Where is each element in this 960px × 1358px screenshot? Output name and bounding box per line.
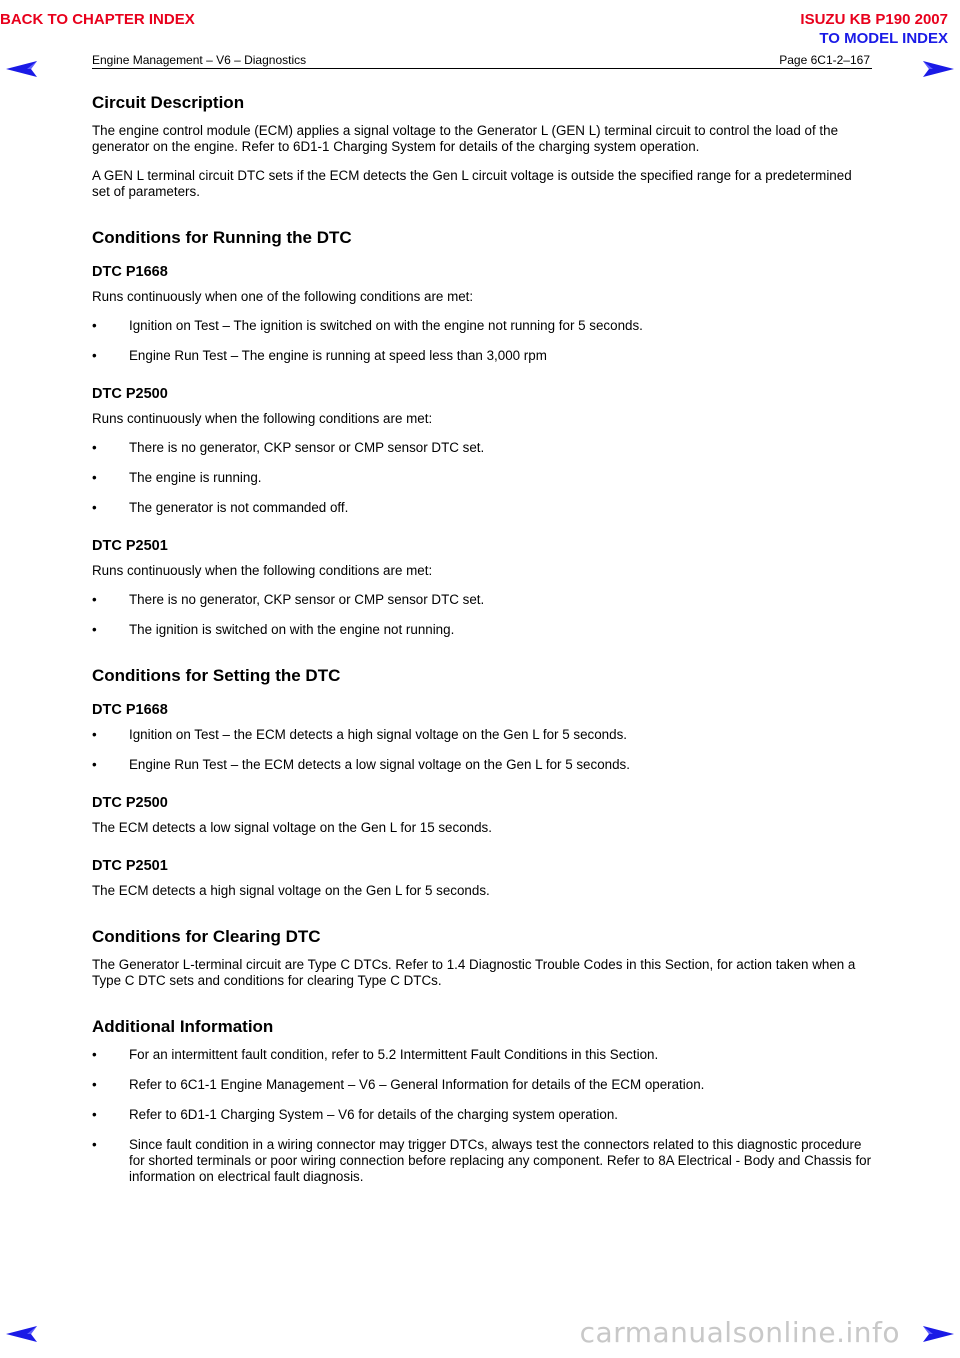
- bullet-icon: •: [92, 1107, 97, 1122]
- clearing-paragraph: The Generator L-terminal circuit are Type C DTCs. Refer to 1.4 Diagnostic Trouble Codes in this Section, for action taken when a Type C DTC sets and conditions for clearing Type C DTCs.: [92, 957, 856, 988]
- list-item: [92, 727, 872, 743]
- header-divider: [92, 68, 872, 69]
- bullet-icon: •: [92, 757, 97, 772]
- bullet-list: [92, 592, 872, 638]
- page-number: Page 6C1-2–167: [779, 53, 870, 67]
- list-item-text: Refer to 6D1-1 Charging System – V6 for details of the charging system operation.: [129, 1107, 619, 1122]
- bullet-icon: •: [92, 1047, 97, 1062]
- list-item-text: Since fault condition in a wiring connector may trigger DTCs, always test the connectors related to this diagnostic procedure for shorted terminals or poor wiring connection before replacing any component. Refer to 8A Electrical - Body and Chassis for information on electrical fault diagnosis.: [129, 1137, 872, 1184]
- subsection-title: DTC P2500: [92, 386, 168, 402]
- circuit-paragraph-1: The engine control module (ECM) applies a signal voltage to the Generator L (GEN L) terminal circuit to control the load of the generator on the engine. Refer to 6D1-1 Charging System for details of the charging system operation.: [92, 123, 839, 154]
- subsection-title: DTC P1668: [92, 264, 168, 280]
- watermark: carmanualsonline.info: [579, 1316, 900, 1349]
- list-item: [92, 592, 872, 608]
- model-title-link[interactable]: ISUZU KB P190 2007: [800, 11, 948, 28]
- list-item: [92, 1107, 872, 1123]
- list-item: [92, 1077, 872, 1093]
- list-item-text: Ignition on Test – the ECM detects a high signal voltage on the Gen L for 5 seconds.: [129, 727, 627, 742]
- list-item-text: Engine Run Test – The engine is running at speed less than 3,000 rpm: [129, 348, 547, 363]
- list-item-text: The generator is not commanded off.: [129, 500, 349, 515]
- bullet-list: [92, 440, 872, 516]
- section-title-additional-information: Additional Information: [92, 1017, 274, 1036]
- list-item: [92, 470, 872, 486]
- list-item-text: The ignition is switched on with the engine not running.: [129, 622, 455, 637]
- section-title-clearing-dtc: Conditions for Clearing DTC: [92, 927, 321, 946]
- section-title-circuit-description: Circuit Description: [92, 93, 245, 112]
- list-item: [92, 318, 872, 334]
- bullet-icon: •: [92, 1137, 97, 1152]
- bullet-icon: •: [92, 440, 97, 455]
- section-title-setting-dtc: Conditions for Setting the DTC: [92, 666, 341, 685]
- subsection-title: DTC P1668: [92, 702, 168, 718]
- subsection-intro: Runs continuously when one of the following conditions are met:: [92, 289, 474, 304]
- list-item: [92, 1047, 872, 1063]
- list-item: [92, 622, 872, 638]
- list-item: [92, 348, 872, 364]
- to-model-index-link[interactable]: TO MODEL INDEX: [819, 30, 948, 47]
- back-to-chapter-index-link[interactable]: BACK TO CHAPTER INDEX: [0, 11, 195, 28]
- list-item: [92, 500, 872, 516]
- prev-page-arrow-icon[interactable]: [3, 57, 39, 81]
- list-item-text: There is no generator, CKP sensor or CMP sensor DTC set.: [129, 440, 485, 455]
- subsection-title: DTC P2501: [92, 858, 168, 874]
- bullet-icon: •: [92, 318, 97, 333]
- list-item-text: Ignition on Test – The ignition is switched on with the engine not running for 5 seconds.: [129, 318, 643, 333]
- subsection-text: The ECM detects a high signal voltage on the Gen L for 5 seconds.: [92, 883, 490, 898]
- bullet-icon: •: [92, 348, 97, 363]
- bullet-icon: •: [92, 727, 97, 742]
- page-header-title: Engine Management – V6 – Diagnostics: [92, 53, 307, 67]
- bullet-icon: •: [92, 1077, 97, 1092]
- section-title-running-dtc: Conditions for Running the DTC: [92, 228, 352, 247]
- list-item-text: For an intermittent fault condition, refer to 5.2 Intermittent Fault Conditions in this Section.: [129, 1047, 659, 1062]
- document-body: [92, 92, 872, 1199]
- list-item: [92, 1137, 872, 1185]
- bullet-icon: •: [92, 470, 97, 485]
- list-item-text: There is no generator, CKP sensor or CMP sensor DTC set.: [129, 592, 485, 607]
- subsection-title: DTC P2501: [92, 538, 168, 554]
- prev-page-bottom-arrow-icon[interactable]: [3, 1322, 39, 1346]
- bullet-list: [92, 1047, 872, 1185]
- list-item: [92, 440, 872, 456]
- subsection-intro: Runs continuously when the following conditions are met:: [92, 411, 433, 426]
- next-page-bottom-arrow-icon[interactable]: [921, 1322, 957, 1346]
- bullet-icon: •: [92, 592, 97, 607]
- next-page-arrow-icon[interactable]: [921, 57, 957, 81]
- bullet-list: [92, 318, 872, 364]
- bullet-icon: •: [92, 622, 97, 637]
- list-item-text: The engine is running.: [129, 470, 262, 485]
- list-item: [92, 757, 872, 773]
- bullet-icon: •: [92, 500, 97, 515]
- bullet-list: [92, 727, 872, 773]
- circuit-paragraph-2: A GEN L terminal circuit DTC sets if the ECM detects the Gen L circuit voltage is outside the specified range for a predetermined set of parameters.: [92, 168, 852, 199]
- subsection-intro: Runs continuously when the following conditions are met:: [92, 563, 433, 578]
- subsection-text: The ECM detects a low signal voltage on the Gen L for 15 seconds.: [92, 820, 492, 835]
- list-item-text: Engine Run Test – the ECM detects a low signal voltage on the Gen L for 5 seconds.: [129, 757, 630, 772]
- list-item-text: Refer to 6C1-1 Engine Management – V6 – General Information for details of the ECM operation.: [129, 1077, 705, 1092]
- subsection-title: DTC P2500: [92, 795, 168, 811]
